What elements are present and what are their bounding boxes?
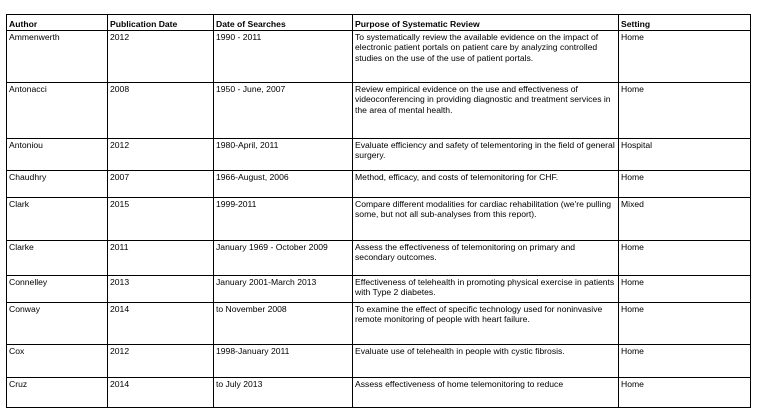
header-date-of-searches: Date of Searches xyxy=(214,15,353,31)
cell-date-of-searches: January 2001-March 2013 xyxy=(214,276,353,303)
cell-publication-date: 2008 xyxy=(108,83,214,139)
cell-publication-date: 2014 xyxy=(108,303,214,345)
cell-purpose: To systematically review the available evidence on the impact of electronic patient portals on patient care by analyzing controlled studies on the use of the use of patient portals. xyxy=(353,31,619,83)
cell-date-of-searches: 1990 - 2011 xyxy=(214,31,353,83)
cell-purpose: Evaluate use of telehealth in people with cystic fibrosis. xyxy=(353,345,619,378)
cell-setting: Home xyxy=(619,276,751,303)
cell-author: Antoniou xyxy=(7,139,108,171)
cell-author: Cruz xyxy=(7,378,108,408)
cell-publication-date: 2011 xyxy=(108,241,214,276)
table-header xyxy=(7,15,751,31)
cell-date-of-searches: 1950 - June, 2007 xyxy=(214,83,353,139)
cell-author: Ammenwerth xyxy=(7,31,108,83)
table-row xyxy=(7,241,751,276)
cell-author: Connelley xyxy=(7,276,108,303)
cell-author: Antonacci xyxy=(7,83,108,139)
cell-setting: Home xyxy=(619,171,751,198)
cell-publication-date: 2012 xyxy=(108,345,214,378)
cell-author: Clark xyxy=(7,198,108,241)
cell-publication-date: 2012 xyxy=(108,31,214,83)
cell-setting: Home xyxy=(619,378,751,408)
cell-purpose: Evaluate efficiency and safety of telementoring in the field of general surgery. xyxy=(353,139,619,171)
table-row xyxy=(7,171,751,198)
cell-purpose: Effectiveness of telehealth in promoting physical exercise in patients with Type 2 diabetes. xyxy=(353,276,619,303)
cell-author: Conway xyxy=(7,303,108,345)
cell-purpose: Method, efficacy, and costs of telemonitoring for CHF. xyxy=(353,171,619,198)
systematic-review-table xyxy=(6,14,751,408)
cell-setting: Mixed xyxy=(619,198,751,241)
cell-date-of-searches: to November 2008 xyxy=(214,303,353,345)
table-row xyxy=(7,378,751,408)
cell-author: Clarke xyxy=(7,241,108,276)
cell-publication-date: 2013 xyxy=(108,276,214,303)
cell-setting: Home xyxy=(619,303,751,345)
cell-purpose: Review empirical evidence on the use and effectiveness of videoconferencing in providing diagnostic and treatment services in the area of mental health. xyxy=(353,83,619,139)
table-row xyxy=(7,139,751,171)
table-row xyxy=(7,276,751,303)
cell-publication-date: 2012 xyxy=(108,139,214,171)
cell-purpose: To examine the effect of specific technology used for noninvasive remote monitoring of people with heart failure. xyxy=(353,303,619,345)
cell-date-of-searches: 1980-April, 2011 xyxy=(214,139,353,171)
cell-setting: Home xyxy=(619,345,751,378)
table-row xyxy=(7,345,751,378)
header-publication-date: Publication Date xyxy=(108,15,214,31)
cell-date-of-searches: January 1969 - October 2009 xyxy=(214,241,353,276)
cell-author: Chaudhry xyxy=(7,171,108,198)
cell-purpose: Assess the effectiveness of telemonitoring on primary and secondary outcomes. xyxy=(353,241,619,276)
cell-purpose: Compare different modalities for cardiac rehabilitation (we're pulling some, but not all sub-analyses from this report). xyxy=(353,198,619,241)
cell-date-of-searches: 1999-2011 xyxy=(214,198,353,241)
table-body xyxy=(7,31,751,408)
header-row xyxy=(7,15,751,31)
cell-setting: Hospital xyxy=(619,139,751,171)
table-row xyxy=(7,303,751,345)
header-setting: Setting xyxy=(619,15,751,31)
table-row xyxy=(7,31,751,83)
cell-publication-date: 2014 xyxy=(108,378,214,408)
header-author: Author xyxy=(7,15,108,31)
cell-date-of-searches: 1998-January 2011 xyxy=(214,345,353,378)
cell-setting: Home xyxy=(619,83,751,139)
header-purpose: Purpose of Systematic Review xyxy=(353,15,619,31)
cell-publication-date: 2015 xyxy=(108,198,214,241)
table-row xyxy=(7,198,751,241)
table-row xyxy=(7,83,751,139)
cell-date-of-searches: 1966-August, 2006 xyxy=(214,171,353,198)
cell-setting: Home xyxy=(619,31,751,83)
cell-publication-date: 2007 xyxy=(108,171,214,198)
cell-author: Cox xyxy=(7,345,108,378)
cell-purpose: Assess effectiveness of home telemonitoring to reduce xyxy=(353,378,619,408)
cell-setting: Home xyxy=(619,241,751,276)
cell-date-of-searches: to July 2013 xyxy=(214,378,353,408)
